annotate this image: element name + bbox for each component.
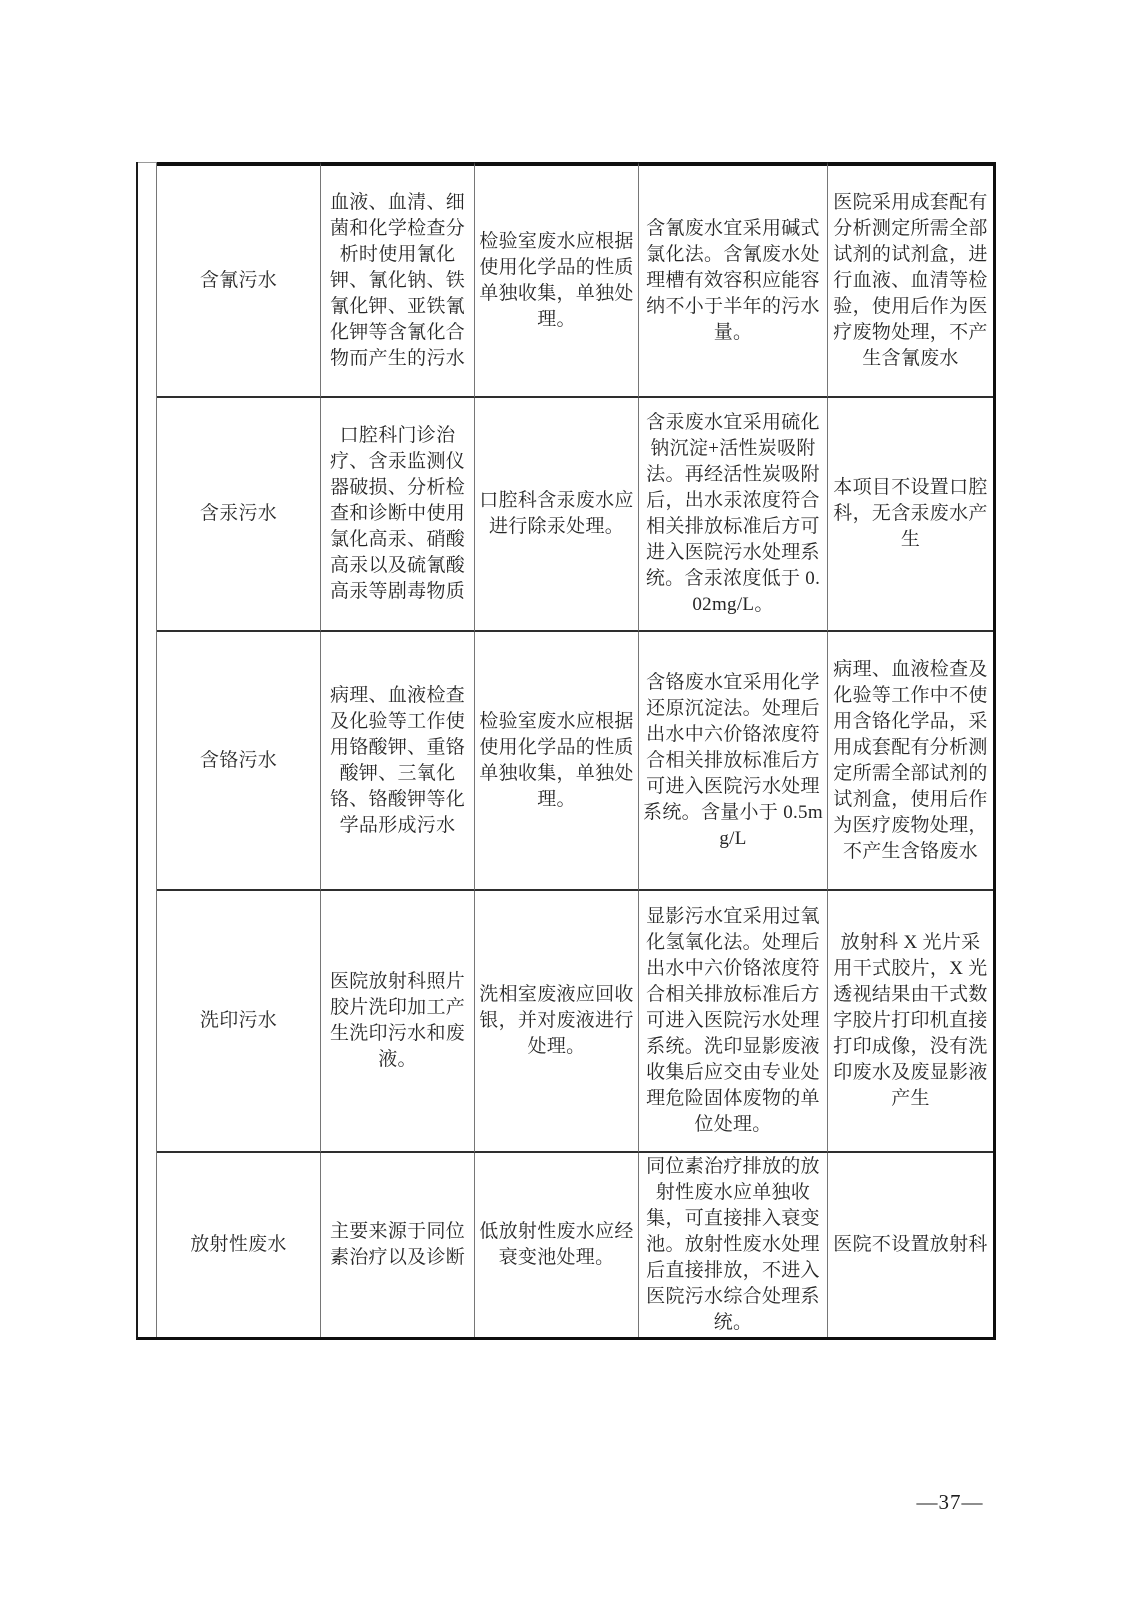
chromium-row-treatment-cell: 含铬废水宜采用化学还原沉淀法。处理后出水中六价铬浓度符合相关排放标准后方可进入医院污水处理系统。含量小于 0.5mg/L	[639, 632, 828, 891]
cyanide-row-remark-cell: 医院采用成套配有分析测定所需全部试剂的试剂盒，进行血液、血清等检验，使用后作为医疗废物处理，不产生含氰废水	[828, 162, 993, 398]
film-developing-row-treatment-cell: 显影污水宜采用过氧化氢氧化法。处理后出水中六价铬浓度符合相关排放标准后方可进入医院污水处理系统。洗印显影废液收集后应交由专业处理危险固体废物的单位处理。	[639, 891, 828, 1153]
mercury-row-type-cell: 含汞污水	[157, 398, 321, 632]
radioactive-row-remark-cell: 医院不设置放射科	[833, 1234, 988, 1255]
mercury-row-source-cell: 口腔科门诊治疗、含汞监测仪器破损、分析检查和诊断中使用氯化高汞、硝酸高汞以及硫氰酸高汞等剧毒物质	[321, 398, 475, 632]
mercury-row-remark-cell: 本项目不设置口腔科，无含汞废水产生	[828, 398, 993, 632]
film-developing-row-type-cell: 洗印污水	[157, 891, 321, 1153]
cyanide-row-source-cell: 血液、血清、细菌和化学检查分析时使用氰化钾、氰化钠、铁氰化钾、亚铁氰化钾等含氰化合物而产生的污水	[321, 162, 475, 398]
cyanide-row-treatment-cell: 含氰废水宜采用碱式氯化法。含氰废水处理槽有效容积应能容纳不小于半年的污水量。	[639, 162, 828, 398]
mercury-row-collection-cell: 口腔科含汞废水应进行除汞处理。	[475, 398, 639, 632]
radioactive-row-type-cell: 放射性废水	[157, 1153, 321, 1337]
cyanide-row-collection-cell: 检验室废水应根据使用化学品的性质单独收集，单独处理。	[475, 162, 639, 398]
page-number: —37—	[916, 1490, 984, 1514]
cyanide-row-type-cell: 含氰污水	[157, 162, 321, 398]
chromium-row-source-cell: 病理、血液检查及化验等工作使用铬酸钾、重铬酸钾、三氧化铬、铬酸钾等化学品形成污水	[321, 632, 475, 891]
table-rowspan-continuation-cell	[138, 162, 157, 1337]
film-developing-row-source-cell: 医院放射科照片胶片洗印加工产生洗印污水和废液。	[321, 891, 475, 1153]
mercury-row-treatment-cell: 含汞废水宜采用硫化钠沉淀+活性炭吸附法。再经活性炭吸附后，出水汞浓度符合相关排放标准后方可进入医院污水处理系统。含汞浓度低于 0.02mg/L。	[639, 398, 828, 632]
radioactive-row-collection-cell: 低放射性废水应经衰变池处理。	[475, 1153, 639, 1337]
film-developing-row-remark-cell: 放射科 X 光片采用干式胶片，X 光透视结果由干式数字胶片打印机直接打印成像，没有洗印废水及废显影液产生	[828, 891, 993, 1153]
chromium-row-remark-cell: 病理、血液检查及化验等工作中不使用含铬化学品，采用成套配有分析测定所需全部试剂的试剂盒，使用后作为医疗废物处理，不产生含铬废水	[828, 632, 993, 891]
radioactive-row-treatment-cell: 同位素治疗排放的放射性废水应单独收集，可直接排入衰变池。放射性废水处理后直接排放，不进入医院污水综合处理系统。	[639, 1153, 828, 1337]
chromium-row-collection-cell: 检验室废水应根据使用化学品的性质单独收集，单独处理。	[475, 632, 639, 891]
film-developing-row-collection-cell: 洗相室废液应回收银，并对废液进行处理。	[475, 891, 639, 1153]
chromium-row-type-cell: 含铬污水	[157, 632, 321, 891]
wastewater-table	[136, 162, 996, 1340]
radioactive-row-source-cell: 主要来源于同位素治疗以及诊断	[321, 1153, 475, 1337]
